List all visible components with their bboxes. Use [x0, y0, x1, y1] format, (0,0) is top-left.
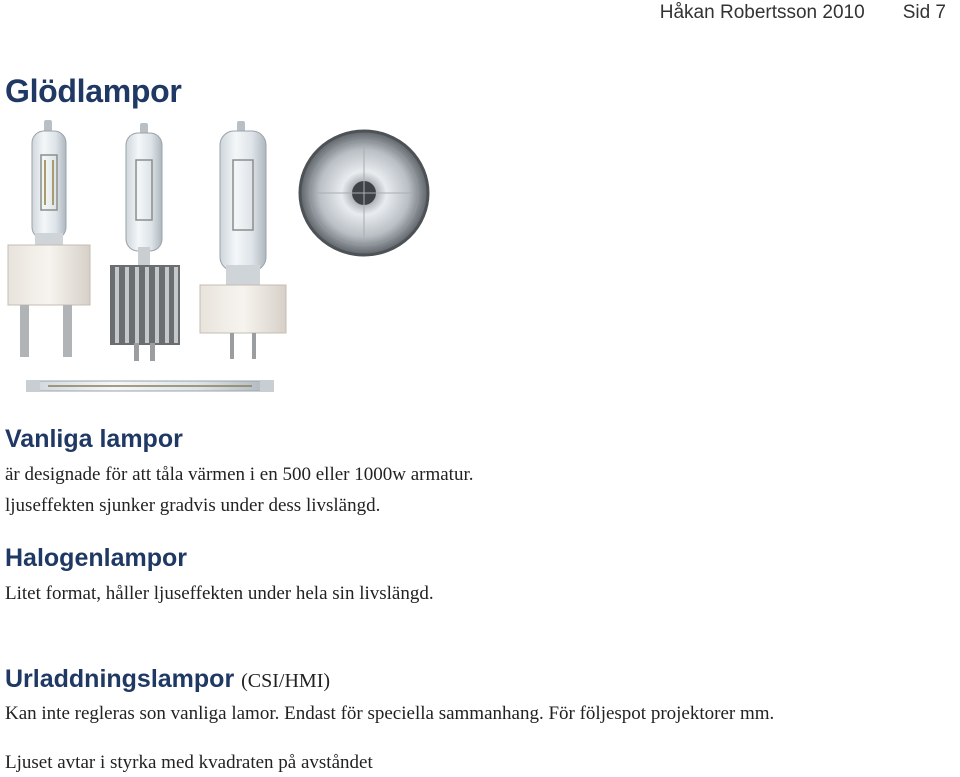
linear-halogen-lamp-image — [26, 380, 274, 392]
lamp-photos — [0, 115, 460, 405]
halogen-lamp-2-image — [110, 123, 180, 361]
section-text-line: Ljuset avtar i styrka med kvadraten på avståndet — [5, 752, 373, 773]
header-page-number: Sid 7 — [902, 2, 946, 23]
section-text-line: Litet format, håller ljuseffekten under hela sin livslängd. — [5, 583, 434, 604]
halogen-lamp-1-image — [8, 120, 90, 357]
section-heading-vanliga-lampor: Vanliga lampor — [5, 425, 183, 453]
halogen-lamp-3-image — [200, 121, 286, 359]
page-header — [660, 2, 946, 24]
section-heading-urladdningslampor — [5, 665, 330, 694]
section-text-line: ljuseffekten sjunker gradvis under dess livslängd. — [5, 495, 381, 516]
par-reflector-lamp-image — [300, 131, 428, 255]
section-text-line: är designade för att tåla värmen i en 500 eller 1000w armatur. — [5, 464, 474, 485]
page-title: Glödlampor — [5, 73, 182, 109]
section-text-line: Kan inte regleras son vanliga lamor. Endast för speciella sammanhang. För följespot projektorer mm. — [5, 703, 775, 724]
heading-suffix: (CSI/HMI) — [241, 670, 331, 692]
section-heading-halogenlampor: Halogenlampor — [5, 544, 187, 572]
heading-main-text: Urladdningslampor — [5, 665, 235, 693]
header-author-year: Håkan Robertsson 2010 — [659, 2, 865, 23]
